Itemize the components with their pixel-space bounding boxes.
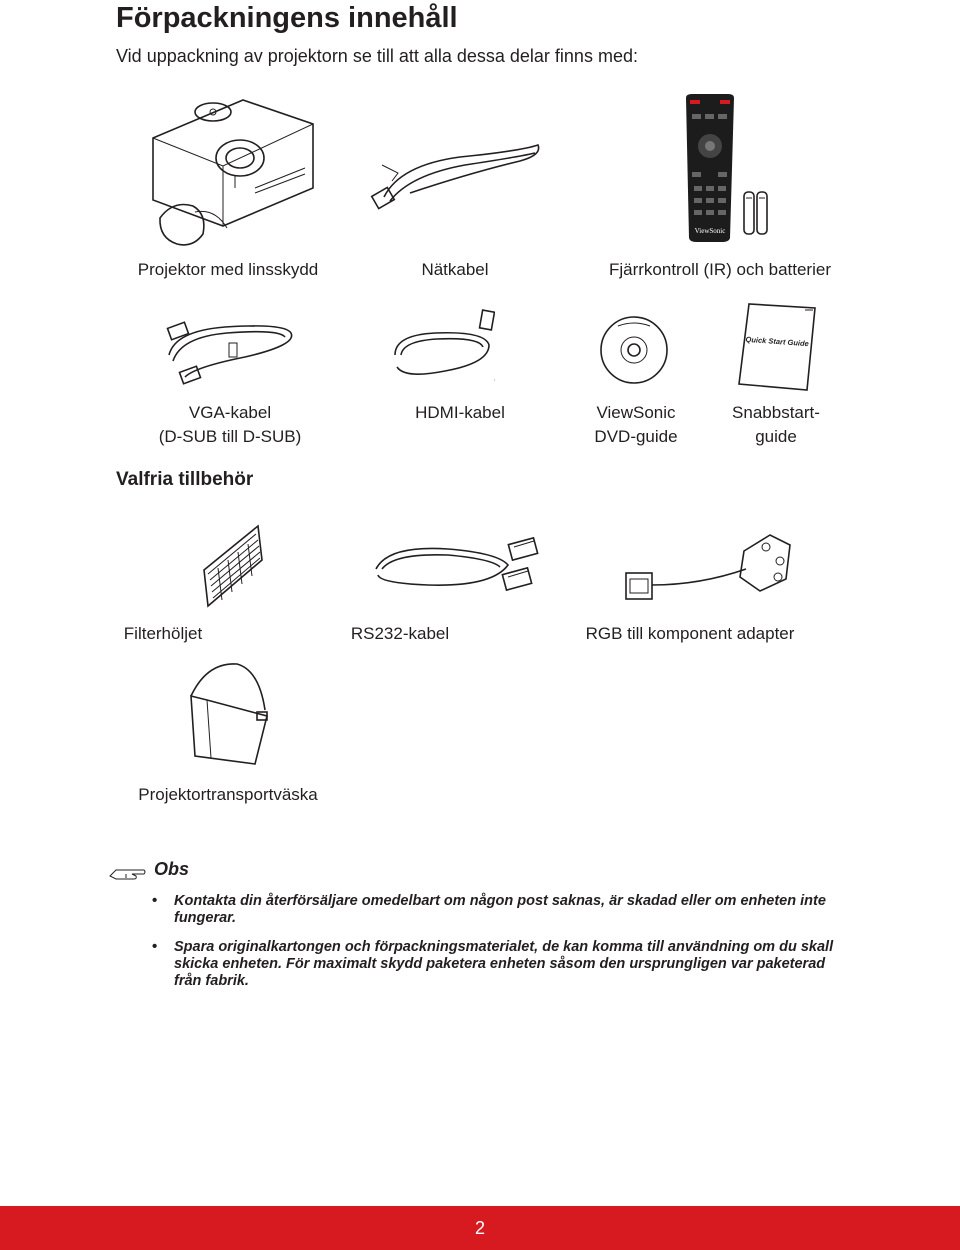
caption-quickstart-line2: guide [755, 427, 797, 446]
caption-dvd-line1: ViewSonic [596, 403, 676, 422]
rs232-cable-illustration [368, 535, 548, 607]
footer-bar [0, 1206, 960, 1250]
caption-projector: Projektor med linsskydd [137, 260, 319, 279]
note-list [150, 893, 850, 1002]
vga-cable-illustration [155, 315, 300, 385]
section-heading-optional: Valfria tillbehör [116, 469, 254, 490]
page-title: Förpackningens innehåll [116, 2, 458, 34]
filter-cover-illustration [198, 520, 268, 612]
projector-illustration [135, 88, 325, 253]
caption-carry-bag: Projektortransportväska [138, 785, 318, 804]
note-item: • Spara originalkartongen och förpackningsmaterialet, de kan komma till användning om du skall skicka enheten. För maximalt skydd paketera enheten såsom den ursprungligen var paketerad från fabrik. [150, 939, 850, 990]
caption-power-cable: Nätkabel [421, 260, 489, 279]
caption-quickstart-line1: Snabbstart- [732, 403, 820, 422]
note-label: Obs [154, 859, 190, 879]
caption-vga-line2: (D-SUB till D-SUB) [158, 427, 302, 446]
page-number: 2 [474, 1218, 485, 1238]
caption-rs232: RS232-kabel [350, 624, 450, 643]
carry-bag-illustration [185, 660, 275, 770]
caption-vga-line1: VGA-kabel [188, 403, 272, 422]
rgb-adapter-illustration [620, 525, 800, 611]
dvd-illustration [598, 312, 672, 386]
intro-text: Vid uppackning av projektorn se till att alla dessa delar finns med: [116, 46, 638, 66]
caption-remote: Fjärrkontroll (IR) och batterier [608, 260, 831, 279]
note-item: • Kontakta din återförsäljare omedelbart om någon post saknas, är skadad eller om enheten inte fungerar. [150, 893, 850, 927]
caption-hdmi: HDMI-kabel [415, 403, 505, 422]
caption-filter-cover: Filterhöljet [123, 624, 203, 643]
remote-control-illustration [682, 92, 772, 244]
power-cable-illustration [370, 135, 550, 215]
quick-start-cover-text: Quick Start Guide [745, 334, 810, 349]
quick-start-guide-illustration [735, 300, 817, 392]
remote-brand: ViewSonic [694, 227, 726, 235]
caption-rgb-adapter: RGB till komponent adapter [585, 624, 795, 643]
hdmi-cable-illustration [385, 305, 495, 390]
pointing-hand-icon [108, 862, 148, 882]
caption-dvd-line2: DVD-guide [594, 427, 678, 446]
